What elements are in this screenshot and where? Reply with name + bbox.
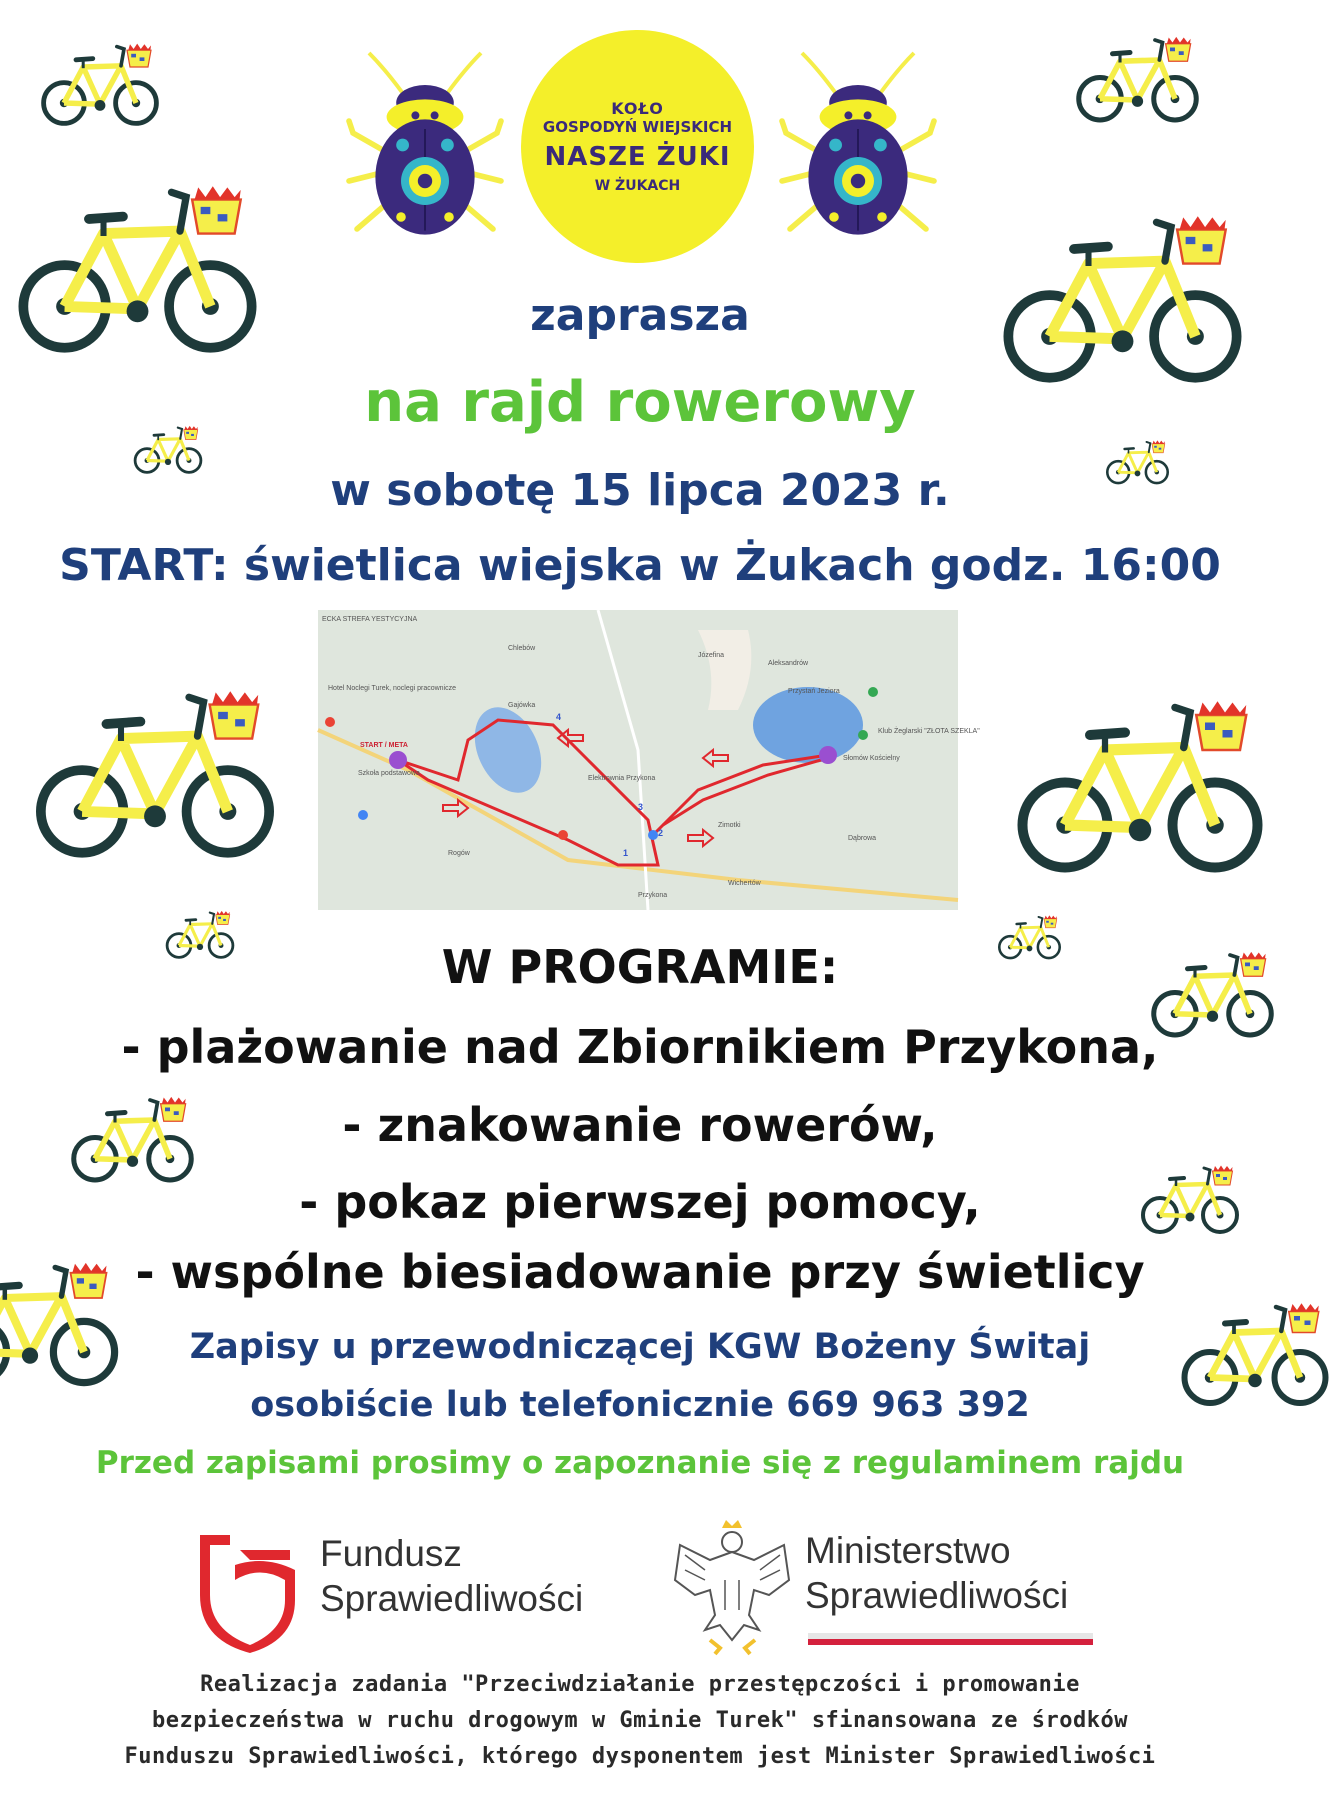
bicycle-icon	[1015, 700, 1265, 875]
program-item: - wspólne biesiadowanie przy świetlicy	[135, 1245, 1145, 1299]
program-item: - znakowanie rowerów,	[342, 1098, 938, 1152]
white-eagle-emblem	[670, 1520, 795, 1660]
bicycle-icon	[40, 40, 160, 130]
map-label: Przykona	[638, 892, 668, 899]
beetle-icon	[345, 20, 505, 270]
map-label: Wichertów	[728, 880, 761, 887]
badge-line-2: GOSPODYŃ WIEJSKICH	[542, 118, 733, 136]
waypoint-label: 1	[623, 848, 629, 858]
map-label: Hotel Noclegi Turek, noclegi pracownicze	[328, 685, 457, 692]
event-date: w sobotę 15 lipca 2023 r.	[330, 465, 950, 516]
registration-note: Przed zapisami prosimy o zapoznanie się z regulaminem rajdu	[95, 1445, 1185, 1481]
program-item: - pokaz pierwszej pomocy,	[299, 1175, 981, 1229]
start-location: START: świetlica wiejska w Żukach godz. 16:00	[59, 540, 1221, 591]
map-label: Rogów	[448, 850, 470, 857]
map-label: Chlebów	[508, 645, 536, 652]
registration-line-1: Zapisy u przewodniczącej KGW Bożeny Świtaj	[189, 1327, 1091, 1367]
route-map	[318, 610, 980, 910]
event-title: na rajd rowerowy	[364, 370, 916, 435]
map-label: Szkoła podstawowa	[358, 770, 420, 777]
waypoint-label: 2	[658, 828, 664, 838]
registration-phone: osobiście lub telefonicznie 669 963 392	[250, 1385, 1030, 1425]
ministerstwo-logo-text-2: Sprawiedliwości	[805, 1575, 1069, 1616]
bicycle-icon	[1075, 35, 1200, 125]
badge-title: NASZE ŻUKI	[544, 142, 731, 172]
map-label: Słomów Kościelny	[843, 755, 900, 762]
fundusz-logo-icon	[190, 1525, 310, 1655]
invite-text: zaprasza	[530, 290, 750, 341]
fundusz-logo-text-1: Fundusz	[320, 1533, 462, 1574]
map-label: Elektrownia Przykona	[588, 775, 656, 782]
map-label: Józefina	[698, 652, 725, 659]
flag-stripe-red	[808, 1639, 1093, 1645]
badge-line-1: KOŁO	[611, 99, 664, 118]
beetle-icon	[778, 20, 938, 270]
waypoint-label: 4	[556, 712, 562, 722]
footer-line-1: Realizacja zadania "Przeciwdziałanie przestępczości i promowanie	[200, 1672, 1080, 1697]
map-label: Dąbrowa	[848, 835, 877, 842]
map-label: Przystań Jeziora	[788, 688, 840, 695]
map-label-start-meta: START / META	[360, 742, 408, 749]
map-label: Gajówka	[508, 702, 536, 709]
footer-line-2: bezpieczeństwa w ruchu drogowym w Gminie Turek" sfinansowana ze środków	[152, 1708, 1128, 1733]
map-label: Klub Żeglarski "ZŁOTA SZEKLA"	[878, 728, 980, 735]
kgw-badge	[521, 30, 754, 263]
map-label: Zimotki	[718, 822, 741, 829]
badge-line-4: W ŻUKACH	[594, 178, 681, 194]
map-label: ECKA STREFA YESTYCYJNA	[322, 616, 418, 623]
program-heading: W PROGRAMIE:	[441, 940, 839, 994]
footer-line-3: Funduszu Sprawiedliwości, którego dysponentem jest Minister Sprawiedliwości	[124, 1744, 1156, 1769]
bicycle-icon	[30, 690, 280, 860]
map-label: Aleksandrów	[768, 660, 809, 667]
ministerstwo-logo-text-1: Ministerstwo	[805, 1530, 1011, 1571]
fundusz-logo-text-2: Sprawiedliwości	[320, 1578, 584, 1619]
waypoint-label: 3	[638, 802, 644, 812]
program-item: - plażowanie nad Zbiornikiem Przykona,	[121, 1020, 1159, 1074]
